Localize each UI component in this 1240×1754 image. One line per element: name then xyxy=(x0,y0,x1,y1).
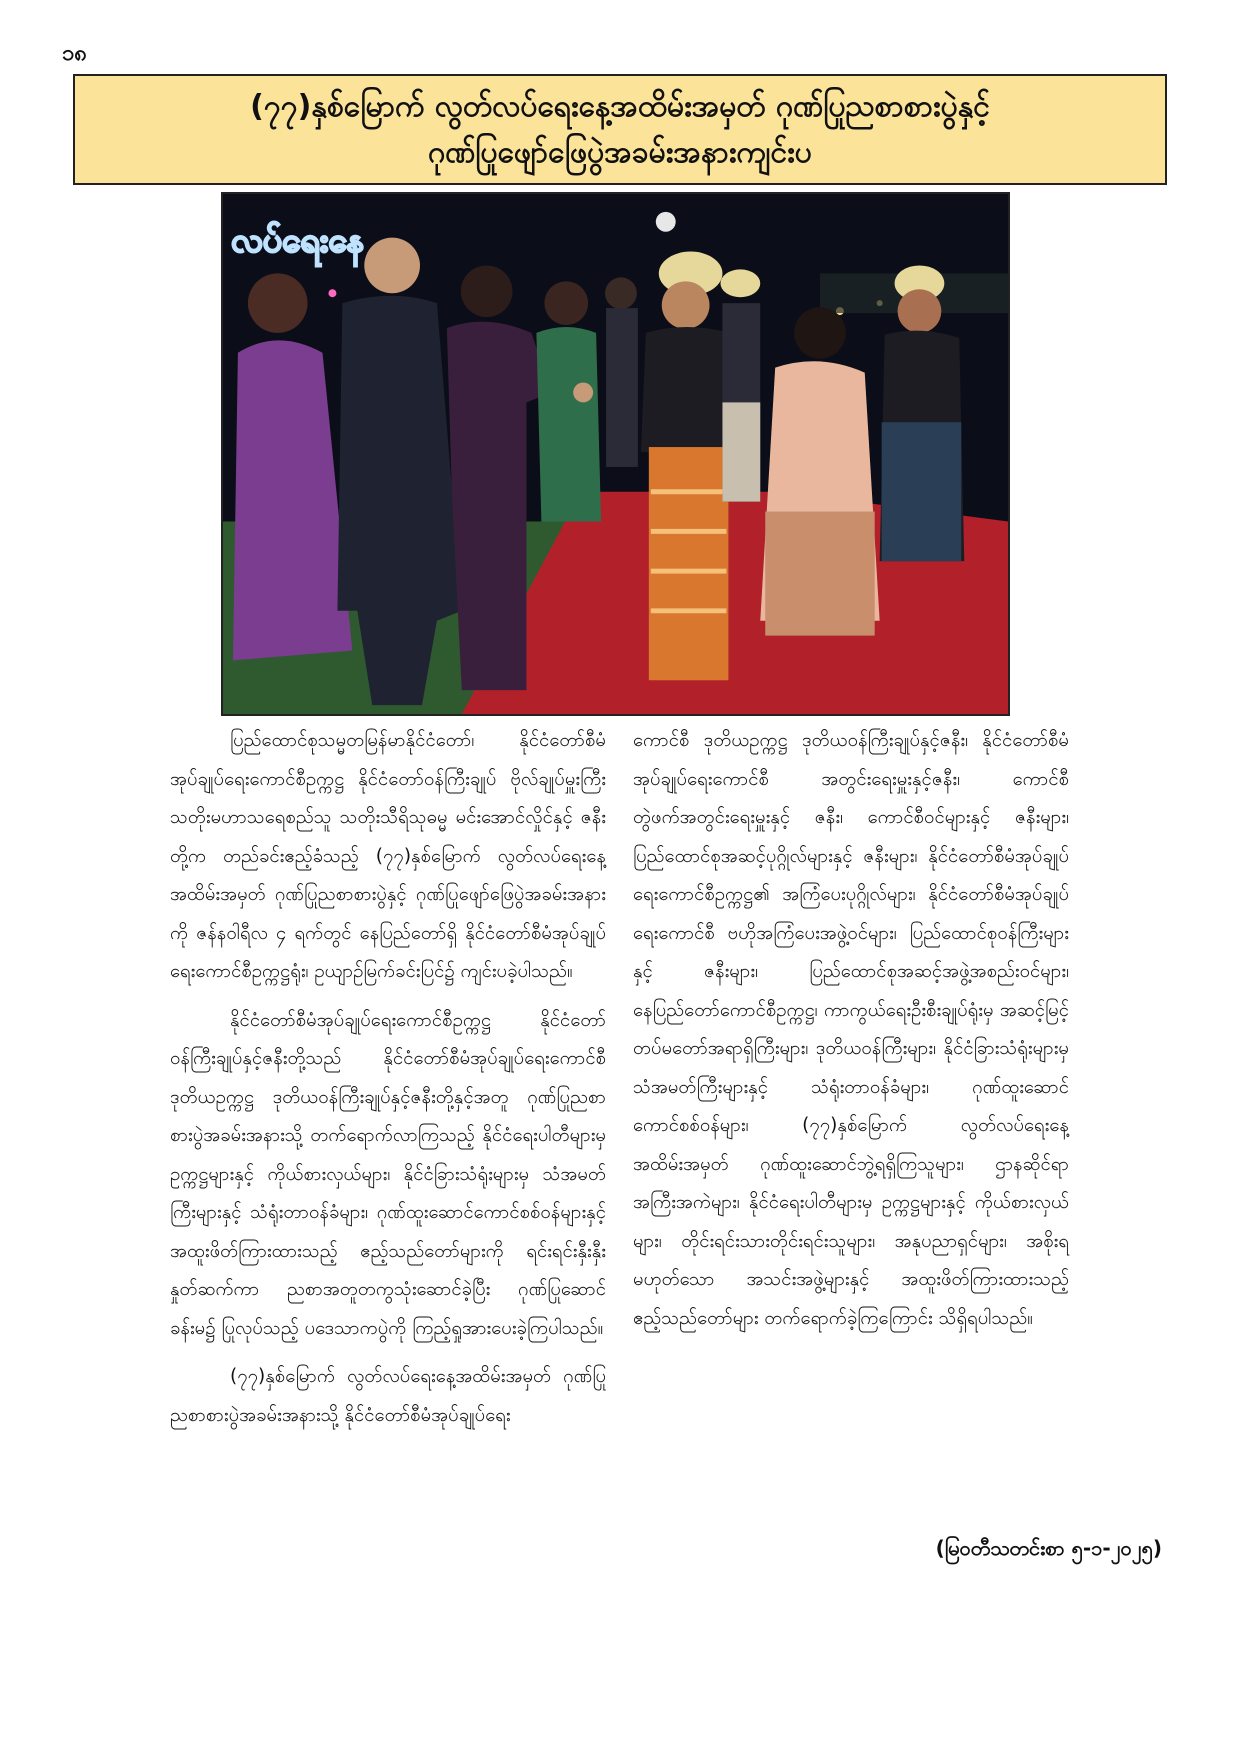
reception-photo-illustration xyxy=(223,194,1008,714)
neon-sign: လပ်ရေးနေ xyxy=(230,220,365,260)
article-paragraph: (၇၇)နှစ်မြောက် လွတ်လပ်ရေးနေ့အထိမ်းအမှတ် ဂုဏ်ပြုညစာစားပွဲအခမ်းအနားသို့ နိုင်ငံတော်စီမံအုပ်ချုပ်ရေး xyxy=(170,1366,606,1426)
guest-green-head xyxy=(544,281,588,325)
guest-purple-head xyxy=(248,273,308,333)
headline-line-1: (၇၇)နှစ်မြောက် လွတ်လပ်ရေးနေ့အထိမ်းအမှတ် ဂုဏ်ပြုညစာစားပွဲနှင့် xyxy=(250,88,990,124)
background-official-longyi xyxy=(722,402,760,501)
news-photo xyxy=(221,192,1010,716)
guest-peach-skirt xyxy=(765,512,874,636)
article-paragraph: ကောင်စီ ဒုတိယဥက္ကဋ္ဌ ဒုတိယဝန်ကြီးချုပ်နှင့်ဇနီး၊ နိုင်ငံတော်စီမံအုပ်ချုပ်ရေးကောင်စီ အတွင်းရေးမှူးနှင့်ဇနီး၊ ကောင်စီတွဲဖက်အတွင်းရေးမှူးနှင့် ဇနီး၊ ကောင်စီဝင်များနှင့် ဇနီးများ၊ ပြည်ထောင်စုအဆင့်ပုဂ္ဂိုလ်များနှင့် ဇနီးများ၊ နိုင်ငံတော်စီမံအုပ်ချုပ်ရေးကောင်စီဥက္ကဋ္ဌ၏ အကြံပေးပုဂ္ဂိုလ်များ၊ နိုင်ငံတော်စီမံအုပ်ချုပ်ရေးကောင်စီ ဗဟိုအကြံပေးအဖွဲ့ဝင်များ၊ ပြည်ထောင်စုဝန်ကြီးများနှင့် ဇနီးများ၊ ပြည်ထောင်စုအဆင့်အဖွဲ့အစည်းဝင်များ၊ နေပြည်တော်ကောင်စီဥက္ကဋ္ဌ၊ ကာကွယ်ရေးဦးစီးချုပ်ရုံးမှ အဆင့်မြင့်တပ်မတော်အရာရှိကြီးများ၊ ဒုတိယဝန်ကြီးများ၊ နိုင်ငံခြားသံရုံးများမှ သံအမတ်ကြီးများနှင့် သံရုံးတာဝန်ခံများ၊ ဂုဏ်ထူးဆောင်ကောင်စစ်ဝန်များ၊ (၇၇)နှစ်မြောက် လွတ်လပ်ရေးနေ့အထိမ်းအမှတ် ဂုဏ်ထူးဆောင်ဘွဲ့ရရှိကြသူများ၊ ဌာနဆိုင်ရာအကြီးအကဲများ၊ နိုင်ငံရေးပါတီများမှ ဥက္ကဋ္ဌများနှင့် ကိုယ်စားလှယ်များ၊ တိုင်းရင်းသားတိုင်းရင်းသူများ၊ အနုပညာရှင်များ၊ အစိုးရမဟုတ်သော အသင်းအဖွဲ့များနှင့် အထူးဖိတ်ကြားထားသည့် ဧည့်သည်တော်များ တက်ရောက်ခဲ့ကြကြောင်း သိရှိရပါသည်။ xyxy=(633,730,1069,1329)
host-longyi xyxy=(649,447,729,680)
headline-banner xyxy=(73,74,1167,185)
article-paragraph: ပြည်ထောင်စုသမ္မတမြန်မာနိုင်ငံတော်၊ နိုင်ငံတော်စီမံအုပ်ချုပ်ရေးကောင်စီဥက္ကဋ္ဌ နိုင်ငံတော်ဝန်ကြီးချုပ် ဗိုလ်ချုပ်မှူးကြီး သတိုးမဟာသရေစည်သူ သတိုးသီရိသုဓမ္မ မင်းအောင်လှိုင်နှင့် ဇနီးတို့က တည်ခင်းဧည့်ခံသည့် (၇၇)နှစ်မြောက် လွတ်လပ်ရေးနေ့အထိမ်းအမှတ် ဂုဏ်ပြုညစာစားပွဲနှင့် ဂုဏ်ပြုဖျော်ဖြေပွဲအခမ်းအနားကို ဇန်နဝါရီလ ၄ ရက်တွင် နေပြည်တော်ရှိ နိုင်ငံတော်စီမံအုပ်ချုပ်ရေးကောင်စီဥက္ကဋ္ဌရုံး၊ ဥယျာဉ်မြက်ခင်းပြင်၌ ကျင်းပခဲ့ပါသည်။ xyxy=(170,730,606,982)
diplomat-head xyxy=(364,238,420,294)
article-paragraph: နိုင်ငံတော်စီမံအုပ်ချုပ်ရေးကောင်စီဥက္ကဋ္ဌ နိုင်ငံတော်ဝန်ကြီးချုပ်နှင့်ဇနီးတို့သည် နိုင်ငံတော်စီမံအုပ်ချုပ်ရေးကောင်စီ ဒုတိယဥက္ကဋ္ဌ ဒုတိယဝန်ကြီးချုပ်နှင့်ဇနီးတို့နှင့်အတူ ဂုဏ်ပြုညစာစားပွဲအခမ်းအနားသို့ တက်ရောက်လာကြသည့် နိုင်ငံရေးပါတီများမှဥက္ကဋ္ဌများနှင့် ကိုယ်စားလှယ်များ၊ နိုင်ငံခြားသံရုံးများမှ သံအမတ်ကြီးများနှင့် သံရုံးတာဝန်ခံများ၊ ဂုဏ်ထူးဆောင်ကောင်စစ်ဝန်များနှင့် အထူးဖိတ်ကြားထားသည့် ဧည့်သည်တော်များကို ရင်းရင်းနှီးနှီး နှုတ်ဆက်ကာ ညစာအတူတကွသုံးဆောင်ခဲ့ပြီး ဂုဏ်ပြုဆောင်ခန်းမ၌ ပြုလုပ်သည့် ပဒေသာကပွဲကို ကြည့်ရှုအားပေးခဲ့ကြပါသည်။ xyxy=(170,1009,606,1339)
background-guest-1-body xyxy=(606,308,638,467)
guest-peach-head xyxy=(794,307,846,359)
article-left-column xyxy=(170,722,606,1445)
headline-line-2: ဂုဏ်ပြုဖျော်ဖြေပွဲအခမ်းအနားကျင်းပ xyxy=(428,134,812,170)
handshake xyxy=(573,383,593,403)
official-right-longyi xyxy=(882,422,962,561)
background-guest-1 xyxy=(605,277,637,309)
background-official-headdress xyxy=(720,269,760,297)
host-jacket xyxy=(641,327,736,452)
light-1 xyxy=(656,212,676,232)
article-right-column xyxy=(633,722,1069,1348)
page-number: ၁၈ xyxy=(62,41,87,66)
host-head xyxy=(662,281,710,329)
official-right-head xyxy=(898,289,942,333)
guest-green-dress xyxy=(536,327,601,522)
light-5 xyxy=(328,289,336,297)
greeting-woman-head xyxy=(461,265,513,317)
source-credit: (မြဝတီသတင်းစာ ၅-၁-၂၀၂၅) xyxy=(935,1536,1162,1560)
